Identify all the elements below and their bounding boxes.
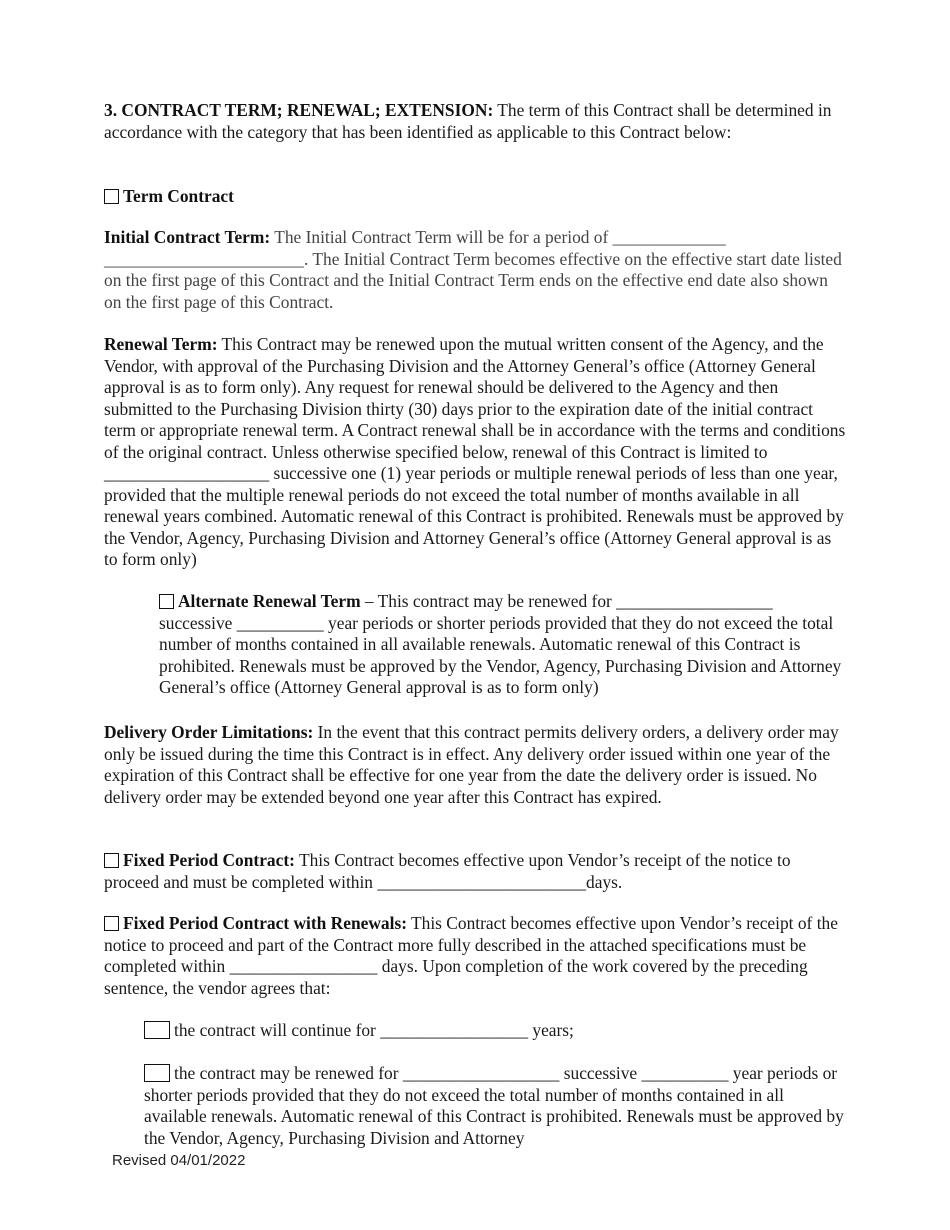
revised-date-footer: Revised 04/01/2022 — [112, 1152, 246, 1169]
option-continue-paragraph — [144, 1020, 844, 1042]
term-contract-option — [104, 186, 848, 208]
option-renew-paragraph — [144, 1063, 844, 1149]
initial-term-paragraph — [104, 227, 848, 313]
alternate-renewal-paragraph — [159, 591, 849, 699]
delivery-order-text: In the event that this contract permits delivery orders, a delivery order may only be issued during the time this Contract is in effect. Any delivery order issued within one year of the expiration of this Contract shall be effective for one year from the date the delivery order is issued. No delivery order may be extended beyond one year after this Contract has expired. — [104, 722, 839, 807]
fixed-period-renewals-text: This Contract becomes effective upon Vendor’s receipt of the notice to proceed and part of the Contract more fully described in the attached specifications must be completed within _________________ days. Upon completion of the work covered by the preceding sentence, the vendor agrees that: — [104, 913, 838, 998]
section-3-intro: The term of this Contract shall be determined in accordance with the category that has been identified as applicable to this Contract below: — [104, 100, 832, 142]
fixed-period-renewals-label: Fixed Period Contract with Renewals: — [123, 913, 407, 933]
renewal-term-paragraph — [104, 334, 848, 571]
term-contract-checkbox[interactable] — [104, 189, 119, 204]
delivery-order-label: Delivery Order Limitations: — [104, 722, 314, 742]
fixed-period-paragraph — [104, 850, 848, 893]
initial-term-label: Initial Contract Term: — [104, 227, 271, 247]
section-3-paragraph — [104, 100, 848, 143]
fixed-period-label: Fixed Period Contract: — [123, 850, 295, 870]
option-renew-text: the contract may be renewed for __________________ successive __________ year periods or shorter periods provided that they do not exceed the total number of months contained in all available renewals. Automatic renewal of this Contract is prohibited. Renewals must be approved by the Vendor, Agency, Purchasing Division and Attorney — [144, 1063, 844, 1148]
delivery-order-paragraph — [104, 722, 848, 808]
section-3-heading: 3. CONTRACT TERM; RENEWAL; EXTENSION: — [104, 100, 494, 120]
alternate-renewal-text: – This contract may be renewed for __________________ successive __________ year periods or shorter periods provided that they do not exceed the total number of months contained in all available renewals. Automatic renewal of this Contract is prohibited. Renewals must be approved by the Vendor, Agency, Purchasing Division and Attorney General’s office (Attorney General approval is as to form only) — [159, 591, 842, 697]
fixed-period-renewals-checkbox[interactable] — [104, 916, 119, 931]
alternate-renewal-checkbox[interactable] — [159, 594, 174, 609]
fixed-period-checkbox[interactable] — [104, 853, 119, 868]
fixed-period-renewals-paragraph — [104, 913, 848, 999]
option-renew-checkbox[interactable] — [144, 1064, 170, 1082]
term-contract-label: Term Contract — [123, 186, 234, 206]
renewal-term-label: Renewal Term: — [104, 334, 218, 354]
alternate-renewal-label: Alternate Renewal Term — [178, 591, 361, 611]
option-continue-text: the contract will continue for _________________ years; — [174, 1020, 574, 1040]
initial-term-text: The Initial Contract Term will be for a period of _____________ _______________________. The Initial Contract Term becomes effective on the effective start date listed on the first page of this Contract and the Initial Contract Term ends on the effective end date also shown on the first page of this Contract. — [104, 227, 842, 312]
renewal-term-text: This Contract may be renewed upon the mutual written consent of the Agency, and the Vendor, with approval of the Purchasing Division and the Attorney General’s office (Attorney General approval is as to form only). Any request for renewal should be delivered to the Agency and then submitted to the Purchasing Division thirty (30) days prior to the expiration date of the initial contract term or appropriate renewal term. A Contract renewal shall be in accordance with the terms and conditions of the original contract. Unless otherwise specified below, renewal of this Contract is limited to ___________________ successive one (1) year periods or multiple renewal periods of less than one year, provided that the multiple renewal periods do not exceed the total number of months available in all renewal years combined. Automatic renewal of this Contract is prohibited. Renewals must be approved by the Vendor, Agency, Purchasing Division and Attorney General’s office (Attorney General approval is as to form only) — [104, 334, 846, 569]
fixed-period-text: This Contract becomes effective upon Vendor’s receipt of the notice to proceed and must be completed within ________________________days. — [104, 850, 791, 892]
option-continue-checkbox[interactable] — [144, 1021, 170, 1039]
